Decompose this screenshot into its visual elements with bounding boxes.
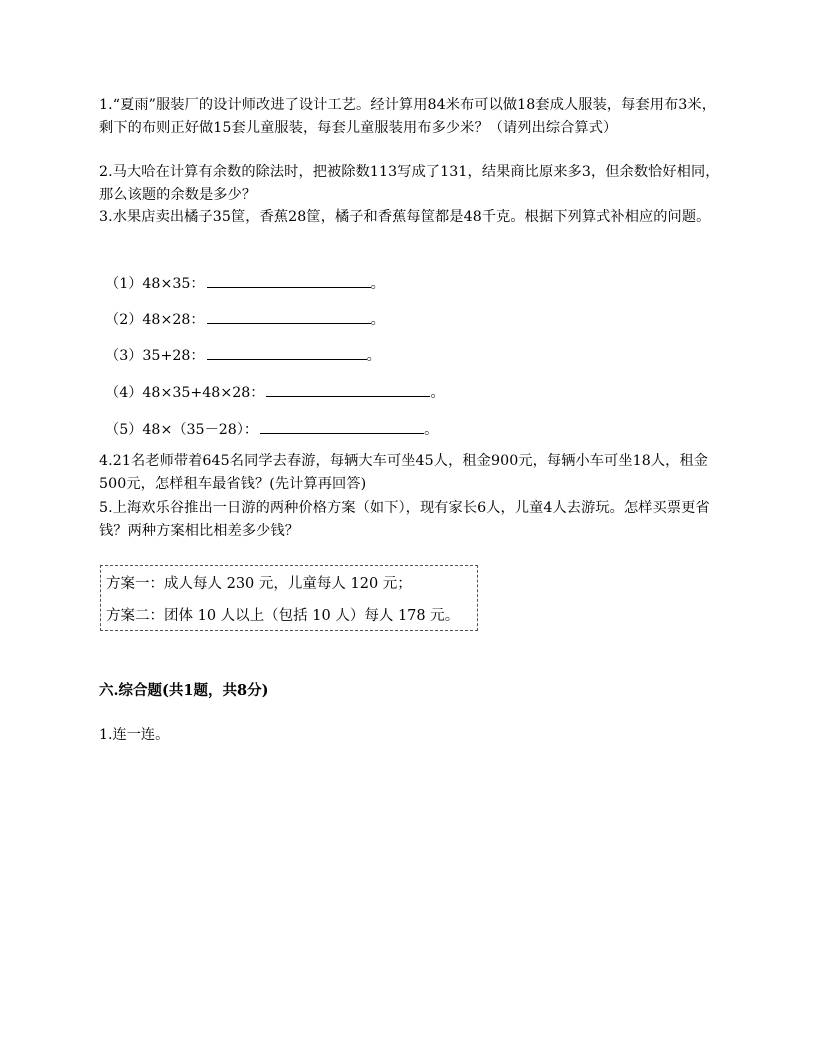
- question-2: 2.马大哈在计算有余数的除法时，把被除数113写成了131，结果商比原来多3，但余数恰好相同，那么该题的余数是多少？: [99, 164, 720, 203]
- question-4: 4.21名老师带着645名同学去春游，每辆大车可坐45人，租金900元，每辆小车可坐18人，租金500元，怎样租车最省钱？(先计算再回答): [99, 453, 709, 492]
- sub-item-label: （3）35+28：: [105, 348, 205, 364]
- sub-item-4: [105, 381, 445, 403]
- sub-item-label: （4）48×35+48×28：: [105, 385, 265, 401]
- answer-blank[interactable]: [207, 308, 371, 324]
- sub-item-end: 。: [424, 422, 439, 438]
- sub-item-end: 。: [370, 312, 385, 328]
- price-plan-box: [100, 565, 478, 631]
- answer-blank[interactable]: [266, 381, 430, 397]
- sub-item-5: [105, 418, 438, 440]
- sub-item-end: 。: [370, 276, 385, 292]
- sub-item-end: 。: [366, 348, 381, 364]
- sub-item-label: （1）48×35：: [105, 276, 205, 292]
- question-3: 3.水果店卖出橘子35筐，香蕉28筐，橘子和香蕉每筐都是48千克。根据下列算式补相应的问题。: [99, 209, 711, 225]
- answer-blank[interactable]: [207, 344, 367, 360]
- question-5: 5.上海欢乐谷推出一日游的两种价格方案（如下），现有家长6人，儿童4人去游玩。怎样买票更省钱？两种方案相比相差多少钱？: [99, 500, 710, 539]
- sub-item-end: 。: [430, 385, 445, 401]
- sub-item-1: [105, 272, 385, 294]
- question-1: 1.“夏雨”服装厂的设计师改进了设计工艺。经计算用84米布可以做18套成人服装，每套用布3米，剩下的布则正好做15套儿童服装，每套儿童服装用布多少米？（请列出综合算式）: [99, 97, 717, 136]
- answer-blank[interactable]: [207, 272, 371, 288]
- sub-item-2: [105, 308, 385, 330]
- section-6-question-1: 1.连一连。: [99, 727, 170, 743]
- answer-blank[interactable]: [260, 418, 424, 434]
- plan-2: 方案二：团体 10 人以上（包括 10 人）每人 178 元。: [106, 608, 460, 624]
- sub-item-label: （5）48×（35－28）：: [105, 422, 259, 438]
- sub-item-3: [105, 344, 381, 366]
- sub-item-label: （2）48×28：: [105, 312, 205, 328]
- section-6-heading: 六.综合题(共1题，共8分): [99, 682, 269, 699]
- plan-1: 方案一：成人每人 230 元，儿童每人 120 元；: [106, 576, 412, 592]
